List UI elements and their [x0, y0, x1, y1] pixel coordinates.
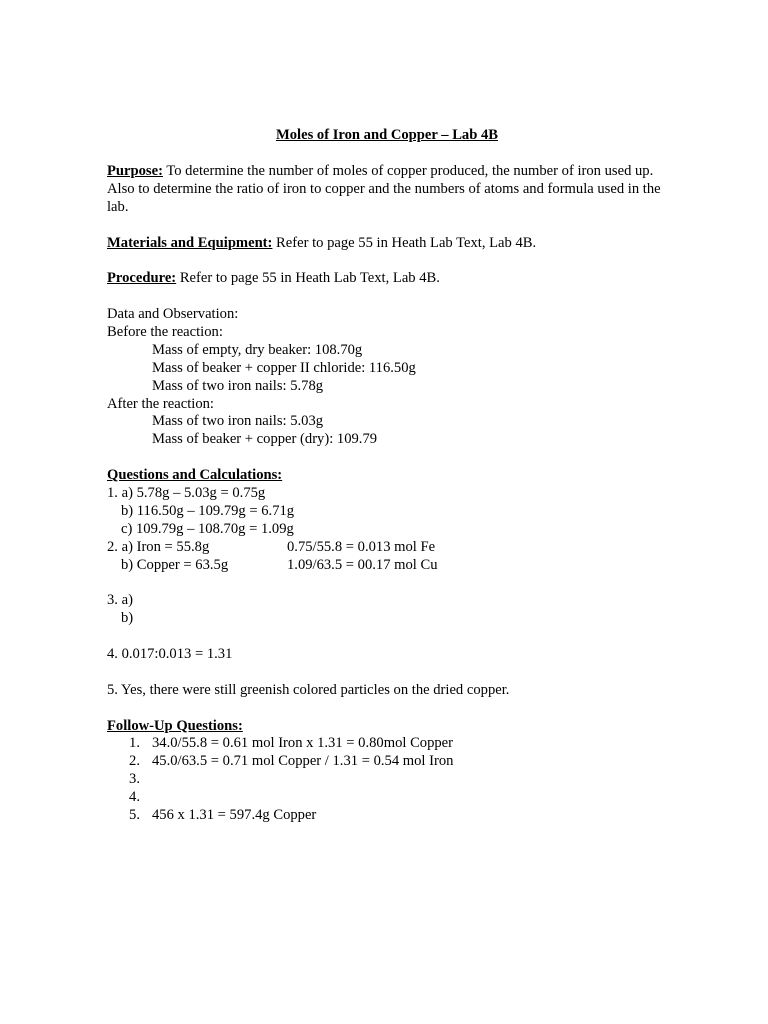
- materials-paragraph: [107, 235, 667, 253]
- document-page: [107, 127, 667, 825]
- question-2b: [107, 557, 667, 575]
- followup-list: [107, 735, 667, 824]
- question-2b-left: b) Copper = 63.5g: [121, 556, 229, 573]
- spacer: [107, 288, 667, 306]
- question-1b: b) 116.50g – 109.79g = 6.71g: [121, 502, 295, 519]
- after-reaction-label: After the reaction:: [107, 395, 214, 412]
- question-1a: 1. a) 5.78g – 5.03g = 0.75g: [107, 484, 266, 501]
- list-item-number: 5.: [129, 807, 140, 824]
- list-item-number: 1.: [129, 735, 140, 752]
- list-item-text: [140, 771, 152, 789]
- list-item-text: 34.0/55.8 = 0.61 mol Iron x 1.31 = 0.80mol Copper: [152, 735, 454, 752]
- spacer: [107, 700, 667, 718]
- materials-label: Materials and Equipment:: [107, 234, 273, 251]
- data-observation-heading: Data and Observation:: [107, 306, 239, 323]
- after-item: Mass of beaker + copper (dry): 109.79: [152, 431, 378, 448]
- purpose-label: Purpose:: [107, 162, 163, 179]
- purpose-paragraph: [107, 163, 667, 217]
- question-2b-right: 1.09/63.5 = 00.17 mol Cu: [287, 556, 438, 573]
- spacer: [107, 628, 667, 646]
- questions-heading: Questions and Calculations:: [107, 467, 283, 484]
- list-item: [107, 735, 667, 753]
- question-3b: b): [121, 610, 134, 627]
- followup-heading: Follow-Up Questions:: [107, 717, 243, 734]
- before-item: Mass of two iron nails: 5.78g: [152, 377, 324, 394]
- before-reaction-label: Before the reaction:: [107, 323, 223, 340]
- question-2a-left: 2. a) Iron = 55.8g: [107, 538, 210, 555]
- purpose-text: To determine the number of moles of copper produced, the number of iron used up. Also to determine the ratio of iron to copper and the numbers of atoms and formula used in the lab.: [107, 162, 661, 215]
- list-item: [107, 807, 667, 825]
- procedure-text: Refer to page 55 in Heath Lab Text, Lab 4B.: [176, 270, 440, 287]
- before-item: Mass of beaker + copper II chloride: 116.50g: [152, 359, 416, 376]
- list-item: [107, 753, 667, 771]
- question-1c: c) 109.79g – 108.70g = 1.09g: [121, 520, 294, 537]
- list-item: [107, 771, 667, 789]
- after-item: Mass of two iron nails: 5.03g: [152, 413, 324, 430]
- list-item-number: 4.: [129, 789, 140, 806]
- question-3a: 3. a): [107, 592, 133, 609]
- spacer: [107, 449, 667, 467]
- spacer: [107, 664, 667, 682]
- question-2a: [107, 539, 667, 557]
- question-2a-right: 0.75/55.8 = 0.013 mol Fe: [287, 538, 436, 555]
- question-4: 4. 0.017:0.013 = 1.31: [107, 646, 233, 662]
- spacer: [107, 217, 667, 235]
- list-item: [107, 789, 667, 807]
- question-5: 5. Yes, there were still greenish colored particles on the dried copper.: [107, 681, 510, 698]
- list-item-number: 2.: [129, 753, 140, 770]
- procedure-paragraph: [107, 270, 667, 288]
- list-item-text: 456 x 1.31 = 597.4g Copper: [152, 807, 317, 824]
- list-item-text: [140, 789, 152, 807]
- list-item-text: 45.0/63.5 = 0.71 mol Copper / 1.31 = 0.54 mol Iron: [152, 753, 454, 770]
- spacer: [107, 574, 667, 592]
- materials-text: Refer to page 55 in Heath Lab Text, Lab 4B.: [272, 234, 537, 251]
- procedure-label: Procedure:: [107, 270, 177, 287]
- before-item: Mass of empty, dry beaker: 108.70g: [152, 341, 363, 358]
- document-title: Moles of Iron and Copper – Lab 4B: [275, 127, 499, 143]
- list-item-number: 3.: [129, 771, 140, 788]
- spacer: [107, 252, 667, 270]
